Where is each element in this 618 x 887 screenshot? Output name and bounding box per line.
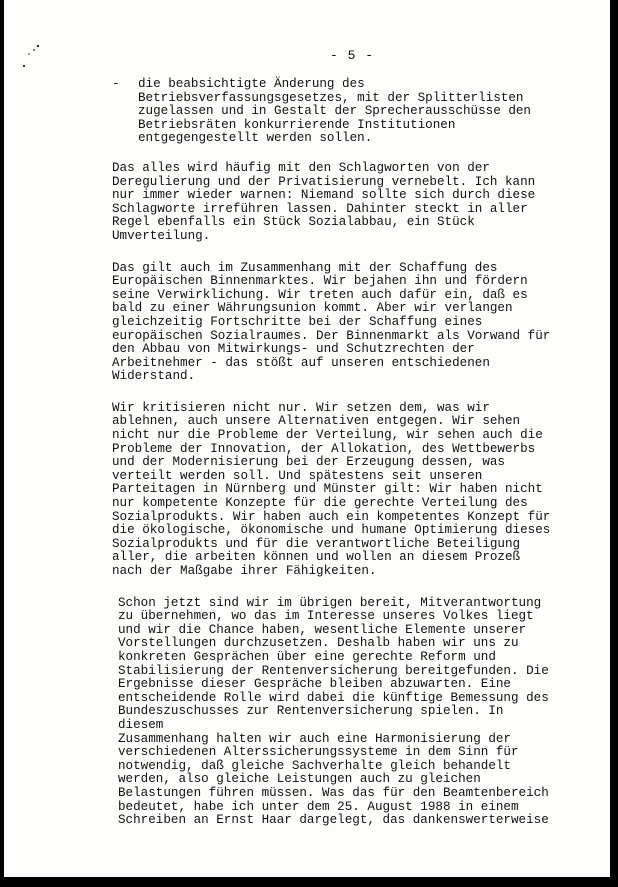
paragraph-binnenmarkt: Das gilt auch im Zusammenhang mit der Schaffung des Europäischen Binnenmarktes. Wir bejahen ihn und fördern seine Verwirklichung. Wir treten auch dafür ein, daß es bald zu einer Währungsunion kommt. Aber wir verlangen gleichzeitig Fortschritte bei der Schaffung eines europäischen Sozialraumes. Der Binnenmarkt als Vorwand für den Abbau von Mitwirkungs- und Schutzrechten der Arbeitnehmer - das stößt auf unseren entschiedenen Widerstand. bbox=[112, 260, 551, 384]
paragraph-alternativen: Wir kritisieren nicht nur. Wir setzen dem, was wir ablehnen, auch unsere Alternativen entgegen. Wir sehen nicht nur die Probleme der Verteilung, wir sehen auch die Probleme der Innovation, der Allokation, des Wettbewerbs und der Modernisierung bei der Erzeugung dessen, was verteilt werden soll. Und spätestens seit unseren Parteitagen in Nürnberg und Münster gilt: Wir haben nicht nur kompetente Konzepte für die gerechte Verteilung des Sozialprodukts. Wir haben auch ein kompetentes Konzept für die ökologische, ökonomische und humane Optimierung dieses Sozialprodukts und für die verantwortliche Beteiligung aller, die arbeiten können und wollen an diesem Prozeß nach der Maßgabe ihrer Fähigkeiten. bbox=[112, 400, 551, 578]
scan-specks bbox=[20, 40, 50, 80]
bullet-marker: - bbox=[112, 77, 120, 91]
scan-border-right bbox=[610, 0, 618, 887]
bullet-item bbox=[112, 78, 552, 146]
scan-border-left bbox=[0, 0, 4, 887]
scan-border-bottom bbox=[0, 877, 618, 887]
page-number: - 5 - bbox=[330, 48, 375, 63]
paragraph-deregulierung: Das alles wird häufig mit den Schlagworten von der Deregulierung und der Privatisierung vernebelt. Ich kann nur immer wieder warnen: Niemand sollte sich durch diese Schlagworte irreführen lassen. Dahinter steckt in aller Regel ebenfalls ein Stück Sozialabbau, ein Stück Umverteilung. bbox=[112, 160, 536, 243]
bullet-text: die beabsichtigte Änderung des Betriebsverfassungsgesetzes, mit der Splitterlisten zugelassen und in Gestalt der Sprecherausschüsse den Betriebsräten konkurrierende Institutionen entgegengestellt werden sollen. bbox=[138, 77, 531, 146]
paragraph-rentenversicherung: Schon jetzt sind wir im übrigen bereit, Mitverantwortung zu übernehmen, wo das im Interesse unseres Volkes liegt und wir die Chance haben, wesentliche Elemente unserer Vorstellungen durchzusetzen. Deshalb haben wir uns zu konkreten Gesprächen über eine gerechte Reform und Stabilisierung der Rentenversicherung bereitgefunden. Die Ergebnisse dieser Gespräche bleiben abzuwarten. Eine entscheidende Rolle wird dabei die künftige Bemessung des Bundeszuschusses zur Rentenversicherung spielen. In diesem Zusammenhang halten wir auch eine Harmonisierung der verschiedenen Alterssicherungssysteme in dem Sinn für notwendig, daß gleiche Sachverhalte gleich behandelt werden, also gleiche Leistungen auch zu gleichen Belastungen führen müssen. Was das für den Beamtenbereich bedeutet, habe ich unter dem 25. August 1988 in einem Schreiben an Ernst Haar dargelegt, das dankenswerterweise bbox=[118, 595, 549, 828]
document-body bbox=[112, 78, 552, 828]
